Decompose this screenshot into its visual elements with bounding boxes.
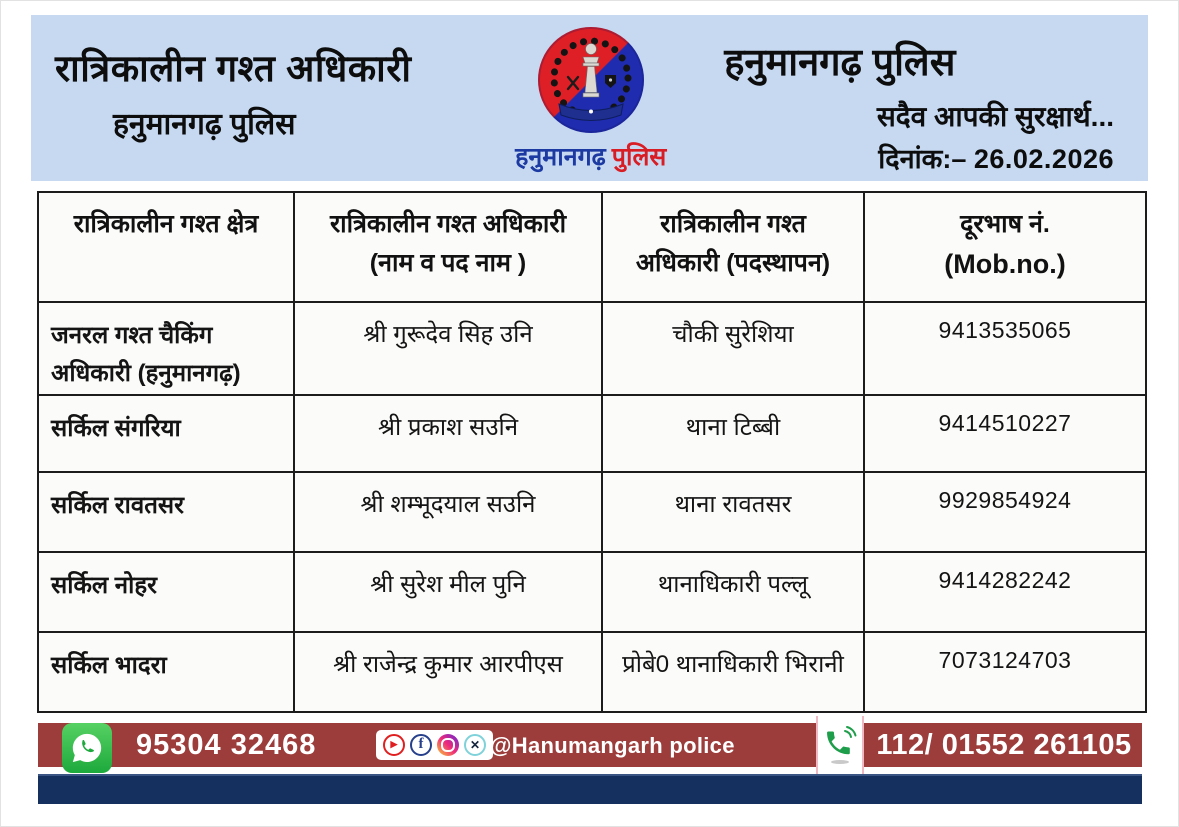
officer-name: श्री सुरेश मील पुनि <box>294 552 602 632</box>
footer-contact-bar <box>38 723 1142 767</box>
officer-name: श्री शम्भूदयाल सउनि <box>294 472 602 552</box>
header-banner <box>31 15 1148 181</box>
notice-title: रात्रिकालीन गश्त अधिकारी <box>55 48 412 89</box>
org-title: हनुमानगढ़ पुलिस <box>724 42 956 84</box>
officer-posting: थानाधिकारी पल्लू <box>602 552 864 632</box>
table-row <box>38 472 1146 552</box>
emergency-numbers: 112/ 01552 261105 <box>876 728 1132 761</box>
whatsapp-icon <box>62 723 112 773</box>
phone-icon <box>821 724 859 766</box>
date-value: 26.02.2026 <box>973 144 1114 174</box>
patrol-area: सर्किल रावतसर <box>38 472 294 552</box>
col-header-posting: रात्रिकालीन गश्त अधिकारी (पदस्थापन) <box>602 192 864 302</box>
patrol-roster-table <box>37 191 1147 713</box>
patrol-area: सर्किल भादरा <box>38 632 294 712</box>
table-row <box>38 552 1146 632</box>
phone-icon-panel <box>816 716 864 774</box>
table-row <box>38 302 1146 395</box>
x-icon: ✕ <box>464 734 486 756</box>
instagram-icon <box>437 734 459 756</box>
logo-caption-word: पुलिस <box>611 143 667 171</box>
police-logo-icon <box>538 27 644 133</box>
footer-navy-stripe <box>38 774 1142 804</box>
patrol-area: सर्किल नोहर <box>38 552 294 632</box>
officer-posting: थाना टिब्बी <box>602 395 864 472</box>
officer-mobile: 9414282242 <box>864 552 1146 632</box>
patrol-area: जनरल गश्त चैकिंग अधिकारी (हनुमानगढ़) <box>38 302 294 395</box>
notice-subtitle: हनुमानगढ़ पुलिस <box>113 108 296 141</box>
col-header-officer: रात्रिकालीन गश्त अधिकारी (नाम व पद नाम ) <box>294 192 602 302</box>
officer-mobile: 9413535065 <box>864 302 1146 395</box>
social-icons-box <box>376 730 493 760</box>
header-left <box>55 27 503 173</box>
officer-posting: चौकी सुरेशिया <box>602 302 864 395</box>
officer-name: श्री राजेन्द्र कुमार आरपीएस <box>294 632 602 712</box>
table-row <box>38 632 1146 712</box>
patrol-area: सर्किल संगरिया <box>38 395 294 472</box>
date-label: दिनांक:– <box>878 144 967 174</box>
whatsapp-number: 95304 32468 <box>136 728 317 761</box>
social-handle: @Hanumangarh police <box>490 732 735 758</box>
col-header-area: रात्रिकालीन गश्त क्षेत्र <box>38 192 294 302</box>
logo-caption-name: हनुमानगढ़ <box>515 143 606 171</box>
header-right <box>678 27 1124 173</box>
header-center <box>503 27 678 173</box>
col-header-mobile: दूरभाष नं. (Mob.no.) <box>864 192 1146 302</box>
date-line <box>724 139 1114 176</box>
officer-mobile: 9414510227 <box>864 395 1146 472</box>
officer-name: श्री गुरूदेव सिह उनि <box>294 302 602 395</box>
tagline: सदैव आपकी सुरक्षार्थ... <box>876 101 1114 132</box>
officer-posting: थाना रावतसर <box>602 472 864 552</box>
logo-caption <box>515 139 666 173</box>
officer-posting: प्रोबे0 थानाधिकारी भिरानी <box>602 632 864 712</box>
youtube-icon: ▶ <box>383 734 405 756</box>
officer-mobile: 9929854924 <box>864 472 1146 552</box>
officer-mobile: 7073124703 <box>864 632 1146 712</box>
facebook-icon: f <box>410 734 432 756</box>
officer-name: श्री प्रकाश सउनि <box>294 395 602 472</box>
table-header-row <box>38 192 1146 302</box>
table-row <box>38 395 1146 472</box>
